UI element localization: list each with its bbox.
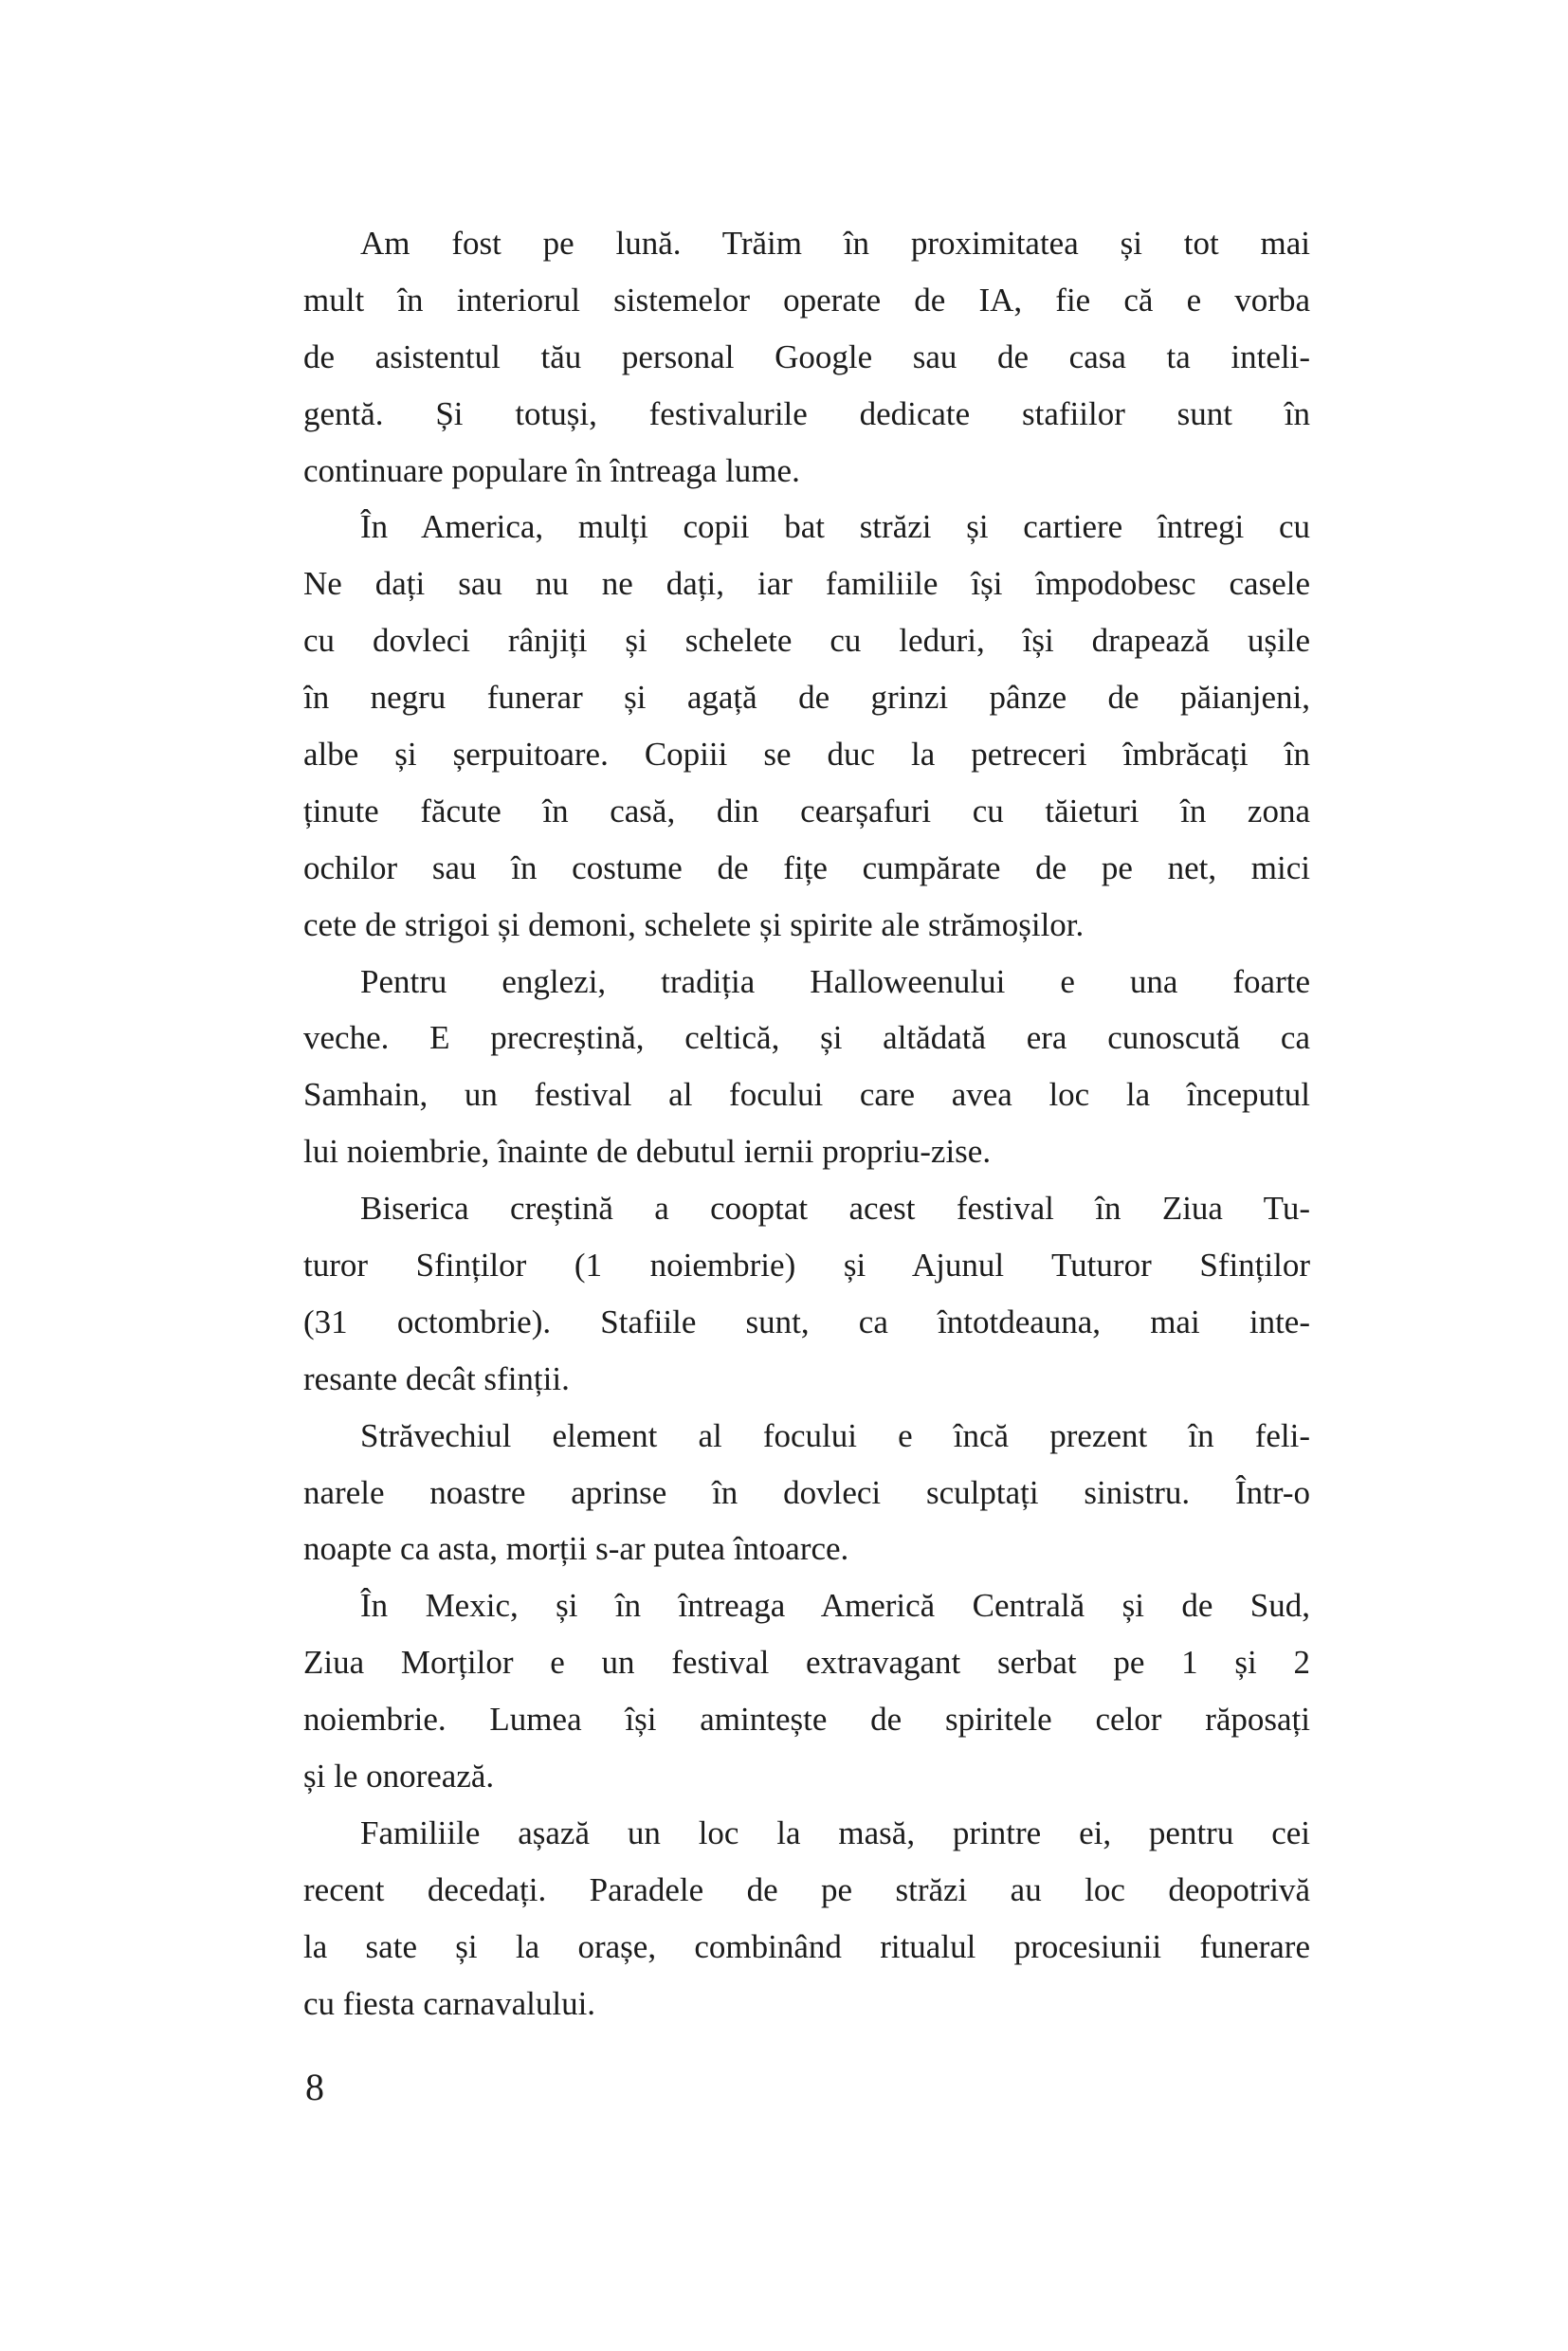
text-line: (31 octombrie). Stafiile sunt, ca întotdeauna, mai inte- [303,1303,1310,1340]
text-line: cete de strigoi și demoni, schelete și spirite ale strămoșilor. [303,905,1085,943]
text-line: Samhain, un festival al focului care avea loc la începutul [303,1076,1310,1114]
text-line: cu dovleci rânjiți și schelete cu leduri, își drapează ușile [303,622,1310,660]
text-line: Ne dați sau nu ne dați, iar familiile își împodobesc casele [303,565,1310,603]
text-line: ochilor sau în costume de fițe cumpărate de pe net, mici [303,848,1310,886]
text-line: mult în interiorul sistemelor operate de IA, fie că e vorba [303,281,1310,319]
text-line: veche. E precreștină, celtică, și altădată era cunoscută ca [303,1019,1310,1057]
text-line: în negru funerar și agață de grinzi pânze de păianjeni, [303,679,1310,717]
text-line: de asistentul tău personal Google sau de casa ta inteli- [303,337,1310,375]
text-line: În America, mulți copii bat străzi și cartiere întregi cu [360,508,1310,546]
text-line: recent decedați. Paradele de pe străzi au loc deopotrivă [303,1870,1310,1908]
text-line: la sate și la orașe, combinând ritualul procesiunii funerare [303,1927,1310,1965]
text-line: Pentru englezi, tradiția Halloweenului e una foarte [360,962,1310,1000]
text-line: gentă. Și totuși, festivalurile dedicate stafiilor sunt în [303,394,1310,432]
text-line: În Mexic, și în întreaga Americă Centrală și de Sud, [360,1587,1310,1625]
page-number: 8 [305,2066,324,2108]
text-line: noiembrie. Lumea își amintește de spiritele celor răposați [303,1701,1310,1739]
text-line: Am fost pe lună. Trăim în proximitatea și tot mai [360,225,1310,262]
text-line: continuare populare în întreaga lume. [303,451,800,489]
text-line: și le onorează. [303,1758,495,1795]
text-line: Ziua Morților e un festival extravagant serbat pe 1 și 2 [303,1644,1310,1682]
text-line: cu fiesta carnavalului. [303,1984,596,2022]
text-line: Biserica creștină a cooptat acest festival în Ziua Tu- [360,1190,1310,1228]
text-line: albe și șerpuitoare. Copiii se duc la petreceri îmbrăcați în [303,736,1310,774]
text-line: Străvechiul element al focului e încă prezent în feli- [360,1416,1310,1454]
text-block [303,215,1310,2032]
text-line: resante decât sfinții. [303,1359,570,1397]
text-line: noapte ca asta, morții s-ar putea întoarce. [303,1530,849,1568]
text-line: ținute făcute în casă, din cearșafuri cu tăieturi în zona [303,792,1310,829]
text-line: Familiile așază un loc la masă, printre ei, pentru cei [360,1813,1310,1851]
text-line: turor Sfinților (1 noiembrie) și Ajunul Tuturor Sfinților [303,1247,1310,1285]
text-line: narele noastre aprinse în dovleci sculptați sinistru. Într-o [303,1473,1310,1511]
text-line: lui noiembrie, înainte de debutul iernii propriu-zise. [303,1133,992,1171]
